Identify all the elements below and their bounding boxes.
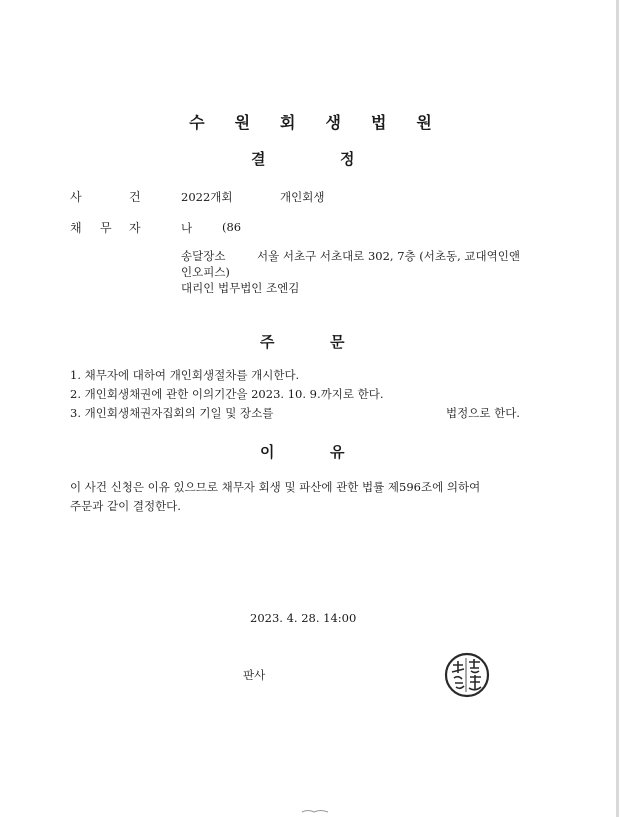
doc-type-char-2: 정 xyxy=(340,150,355,168)
doc-type-char-1: 결 xyxy=(251,150,266,168)
agent-line: 대리인 법무법인 조엔김 xyxy=(181,281,300,295)
case-label-char-1: 사 xyxy=(70,190,82,204)
case-label-char-2: 건 xyxy=(129,190,141,204)
service-address-label: 송달장소 xyxy=(181,249,226,263)
reason-heading-char-1: 이 xyxy=(260,443,275,461)
order-heading-char-1: 주 xyxy=(260,333,275,351)
order-item-2: 2. 개인회생채권에 관한 이의기간을 2023. 10. 9.까지로 한다. xyxy=(70,387,384,401)
case-number: 2022개회 xyxy=(181,190,233,204)
debtor-label-char-2: 무 xyxy=(100,221,112,235)
reason-heading-char-2: 유 xyxy=(330,443,345,461)
service-address-line1: 서울 서초구 서초대로 302, 7층 (서초동, 교대역인앤 xyxy=(257,249,520,263)
page-bottom-mark xyxy=(300,809,330,813)
order-item-3: 3. 개인회생채권자집회의 기일 및 장소를 xyxy=(70,406,274,420)
reason-line-1: 이 사건 신청은 이유 있으므로 채무자 회생 및 파산에 관한 법률 제596조에 의하여 xyxy=(70,480,481,494)
judge-label: 판사 xyxy=(243,668,266,682)
debtor-label-char-1: 채 xyxy=(70,221,82,235)
debtor-birth: (86 xyxy=(222,220,242,234)
debtor-name: 나 xyxy=(181,221,193,235)
order-item-1: 1. 채무자에 대하여 개인회생절차를 개시한다. xyxy=(70,368,300,382)
reason-line-2: 주문과 같이 결정한다. xyxy=(70,499,181,513)
order-heading-char-2: 문 xyxy=(330,333,345,351)
court-name: 수원회생법원 xyxy=(189,113,462,132)
service-address-line2: 인오피스) xyxy=(181,265,230,279)
decision-date: 2023. 4. 28. 14:00 xyxy=(250,611,357,625)
order-item-3-tail: 법정으로 한다. xyxy=(446,406,520,420)
case-type: 개인회생 xyxy=(280,190,325,204)
debtor-label-char-3: 자 xyxy=(129,221,141,235)
court-seal-stamp-icon xyxy=(444,652,490,698)
